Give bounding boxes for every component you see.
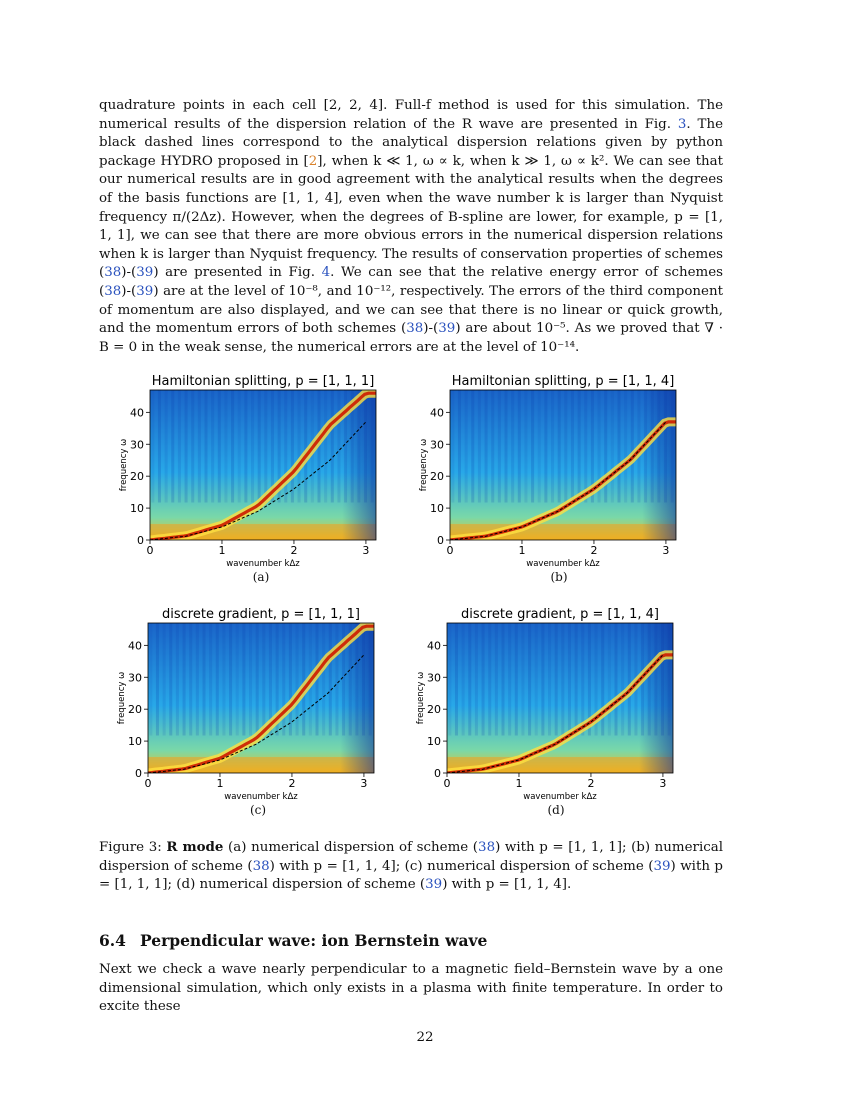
figure-panel-a bbox=[112, 370, 382, 570]
panel-label-c: (c) bbox=[249, 803, 267, 817]
dispersion-heatmap-1 bbox=[412, 370, 682, 570]
equation-39-link[interactable]: 39 bbox=[136, 283, 154, 299]
panel-label-a: (a) bbox=[252, 570, 270, 584]
y-tick-label: 0 bbox=[135, 767, 142, 780]
edge-shading bbox=[450, 390, 676, 540]
y-tick-label: 40 bbox=[128, 639, 142, 653]
y-tick-label: 20 bbox=[130, 470, 144, 484]
x-tick-label: 3 bbox=[360, 777, 368, 790]
y-tick-label: 10 bbox=[430, 502, 444, 516]
equation-39-link[interactable]: 39 bbox=[653, 858, 671, 874]
x-tick-label: 0 bbox=[443, 777, 451, 790]
x-tick-label: 3 bbox=[662, 544, 670, 557]
y-tick-label: 20 bbox=[430, 470, 444, 484]
x-axis-label: wavenumber kΔz bbox=[226, 559, 300, 569]
panel-label-d: (d) bbox=[547, 803, 565, 817]
x-tick-label: 0 bbox=[146, 544, 154, 557]
x-tick-label: 1 bbox=[515, 777, 523, 790]
y-tick-label: 10 bbox=[130, 502, 144, 516]
x-tick-label: 0 bbox=[144, 777, 152, 790]
dispersion-heatmap-2 bbox=[110, 603, 380, 803]
x-tick-label: 2 bbox=[290, 544, 298, 557]
equation-38-link[interactable]: 38 bbox=[406, 321, 424, 337]
page-number: 22 bbox=[416, 1030, 434, 1045]
equation-39-link[interactable]: 39 bbox=[425, 877, 443, 893]
equation-38-link[interactable]: 38 bbox=[104, 265, 122, 281]
y-tick-label: 30 bbox=[427, 671, 441, 685]
x-tick-label: 2 bbox=[590, 544, 598, 557]
equation-38-link[interactable]: 38 bbox=[478, 840, 496, 855]
y-axis-label: frequency ω bbox=[419, 438, 429, 492]
figure-3-link[interactable]: 3 bbox=[677, 116, 687, 132]
chart-title: Hamiltonian splitting, p = [1, 1, 4] bbox=[451, 374, 675, 389]
x-tick-label: 3 bbox=[659, 777, 667, 790]
y-tick-label: 0 bbox=[137, 534, 144, 547]
y-tick-label: 40 bbox=[430, 406, 444, 420]
y-tick-label: 20 bbox=[427, 703, 441, 717]
figure-4-link[interactable]: 4 bbox=[321, 265, 331, 281]
dispersion-heatmap-3 bbox=[409, 603, 679, 803]
x-tick-label: 1 bbox=[518, 544, 526, 557]
figure-panel-d bbox=[409, 603, 679, 803]
y-tick-label: 10 bbox=[128, 735, 142, 749]
citation-2-link[interactable]: 2 bbox=[308, 153, 318, 169]
equation-39-link[interactable]: 39 bbox=[438, 321, 456, 337]
edge-shading bbox=[447, 623, 673, 773]
x-tick-label: 1 bbox=[216, 777, 224, 790]
y-tick-label: 30 bbox=[128, 671, 142, 685]
y-tick-label: 30 bbox=[430, 438, 444, 452]
y-tick-label: 40 bbox=[130, 406, 144, 420]
y-axis-label: frequency ω bbox=[117, 671, 127, 725]
x-tick-label: 2 bbox=[587, 777, 595, 790]
y-tick-label: 0 bbox=[434, 767, 441, 780]
y-tick-label: 20 bbox=[128, 703, 142, 717]
equation-39-link[interactable]: 39 bbox=[136, 265, 154, 281]
equation-38-link[interactable]: 38 bbox=[104, 283, 122, 299]
section-heading: 6.4 Perpendicular wave: ion Bernstein wave bbox=[99, 931, 488, 950]
x-tick-label: 3 bbox=[362, 544, 370, 557]
panel-label-b: (b) bbox=[550, 570, 568, 584]
body-paragraph-2: Next we check a wave nearly perpendicular to a magnetic field–Bernstein wave by a one dimensional simulation, which only exists in a plasma with finite temperature. In order to excite these bbox=[99, 962, 723, 1015]
y-tick-label: 10 bbox=[427, 735, 441, 749]
y-tick-label: 0 bbox=[437, 534, 444, 547]
x-tick-label: 2 bbox=[288, 777, 296, 790]
x-axis-label: wavenumber kΔz bbox=[523, 792, 597, 802]
x-axis-label: wavenumber kΔz bbox=[526, 559, 600, 569]
y-axis-label: frequency ω bbox=[416, 671, 426, 725]
figure-panel-b bbox=[412, 370, 682, 570]
x-tick-label: 1 bbox=[218, 544, 226, 557]
equation-38-link[interactable]: 38 bbox=[252, 858, 270, 874]
x-tick-label: 0 bbox=[446, 544, 454, 557]
body-paragraph-1: quadrature points in each cell [2, 2, 4]. Full-f method is used for this simulation. The numerical results of the dispersion relation of the R wave are presented in Fig. 3. The black dashed lines correspond to the analytical dispersion relations given by python package HYDRO proposed in [2], when k ≪ 1, ω ∝ k, when k ≫ 1, ω ∝ k². We can see that our numerical results are in good agreement with the analytical results when the degrees of the basis functions are [1, 1, 4], even when the wave number k is larger than Nyquist frequency π/(2Δz). However, when the degrees of B-spline are lower, for example, p = [1, 1, 1], we can see that there are more obvious errors in the numerical dispersion relations when k is larger than Nyquist frequency. The results of conservation properties of schemes (38)-(39) are presented in Fig. 4. We can see that the relative energy error of schemes (38)-(39) are at the level of 10⁻⁸, and 10⁻¹², respectively. The errors of the third component of momentum are also displayed, and we can see that there is no linear or quick growth, and the momentum errors of both schemes (38)-(39) are about 10⁻⁵. As we proved that ∇ · B = 0 in the weak sense, the numerical errors are at the level of 10⁻¹⁴. bbox=[99, 98, 723, 355]
chart-title: discrete gradient, p = [1, 1, 4] bbox=[461, 607, 659, 622]
y-tick-label: 30 bbox=[130, 438, 144, 452]
figure-caption: Figure 3: R mode (a) numerical dispersion of scheme (38) with p = [1, 1, 1]; (b) numerical dispersion of scheme (38) with p = [1, 1, 4]; (c) numerical dispersion of scheme (39) with p = [1, 1, 1]; (d) numerical dispersion of scheme (39) with p = [1, 1, 4]. bbox=[99, 839, 724, 893]
dispersion-heatmap-0 bbox=[112, 370, 382, 570]
x-axis-label: wavenumber kΔz bbox=[224, 792, 298, 802]
chart-title: discrete gradient, p = [1, 1, 1] bbox=[162, 607, 360, 622]
figure-panel-c bbox=[110, 603, 380, 803]
chart-title: Hamiltonian splitting, p = [1, 1, 1] bbox=[151, 374, 375, 389]
y-tick-label: 40 bbox=[427, 639, 441, 653]
y-axis-label: frequency ω bbox=[119, 438, 129, 492]
